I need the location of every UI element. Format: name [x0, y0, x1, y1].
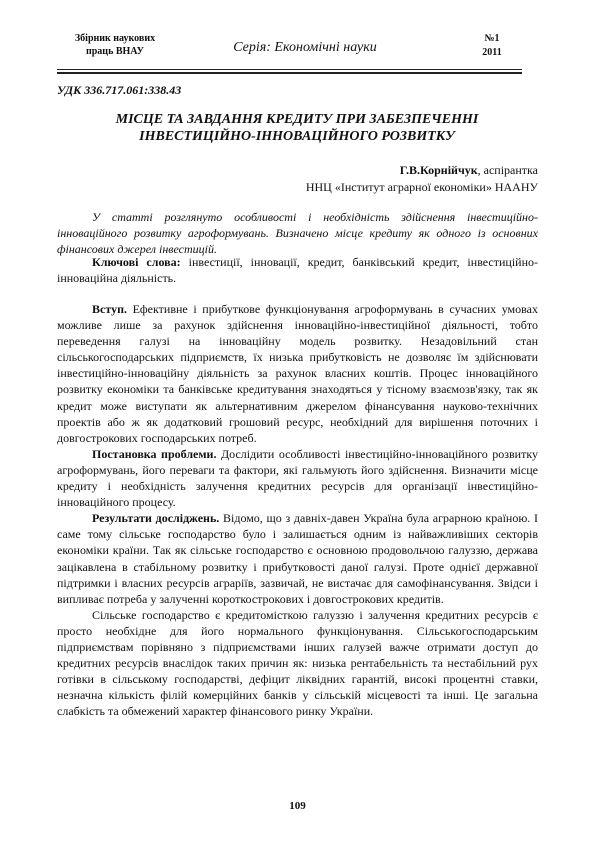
issue-year: 2011 — [482, 47, 502, 58]
keywords-text: інвестиції, інновації, кредит, банківський кредит, інвестиційно-інноваційна діяльність. — [57, 255, 538, 285]
issue-number: №1 — [484, 33, 500, 44]
author-name: Г.В.Корнійчук — [399, 163, 478, 177]
article-title: МІСЦЕ ТА ЗАВДАННЯ КРЕДИТУ ПРИ ЗАБЕЗПЕЧЕННІ ІНВЕСТИЦІЙНО-ІННОВАЦІЙНОГО РОЗВИТКУ — [115, 112, 479, 144]
abstract: У статті розглянуто особливості і необхідність здійснення інвестиційно-інноваційного розвитку агроформувань. Визначено місце кредиту як одного із основних фінансових джерел інвестицій. — [57, 210, 538, 256]
paragraph-text: Відомо, що з давніх-давен Україна була аграрною країною. І саме тому сільське господарство було і залишається одним із найважливіших секторів економіки країни. Так як сільське господарство є основною продовольчою галуззю, держава зацікавлена в стабільному розвитку і прибутковості даної галузі. Проте однієї державної підтримки і власних ресурсів аграріїв, зазвичай, не вистачає для самофінансування. Звідси і випливає потреба у залученні короткострокових і довгострокових кредитів. — [57, 511, 538, 606]
page-number: 109 — [289, 800, 306, 812]
udc-code: УДК 336.717.061:338.43 — [57, 83, 182, 97]
author-block — [306, 162, 538, 196]
keywords-label: Ключові слова: — [92, 255, 181, 269]
journal-name — [65, 32, 165, 58]
paragraph-lead: Вступ. — [92, 302, 127, 316]
author-line — [306, 162, 538, 179]
paragraph-results — [57, 510, 538, 607]
paragraph-text: Дослідити особливості інвестиційно-інноваційного розвитку агроформувань, його переваги та фактори, які гальмують його здійснення. Визначити місце кредиту і необхідність залучення кредитних ресурсів для організації інвестиційно-інноваційного процесу. — [57, 446, 538, 510]
header-rule-thin — [57, 69, 522, 70]
paragraph-text: Ефективне і прибуткове функціонування агроформувань в сучасних умовах можливе лише за рахунок здійснення інноваційно-інвестиційної діяльності, тобто переведення галузі на інноваційну модель розвитку. Незадовільний стан сільськогосподарських підприємств, їх низька прибутковість не дозволяє їм здійснювати інвестиційно-інноваційну діяльність за рахунок власних коштів. Процес інноваційного розвитку економіки та банківське кредитування знаходяться у тісному взаємозв'язку, так як кредит може виступати як альтернативним джерелом фінансування науково-технічних проектів або ж як додатковий грошовий ресурс, необхідний для вирішення поточних і довгострокових господарських потреб. — [57, 302, 538, 445]
paragraph-lead: Постановка проблеми. — [92, 446, 217, 461]
journal-issue — [462, 32, 522, 60]
header-rule-thick — [57, 72, 522, 74]
paragraph-text: Сільське господарство є кредитомісткою галуззю і залучення кредитних ресурсів є просто необхідне для його нормального функціонування. Сільськогосподарським підприємствам порівняно з підприємствами інших галузей важче отримати доступ до кредитних ресурсів внаслідок таких причин як: низька рентабельність та нестабільний рух готівки в сільському господарстві, дефіцит ліквідних гарантій, високі процентні ставки, незначна кількість філій комерційних банків у сільській місцевості та інші. Це загальна слабкість та обмежений характер фінансового ринку України. — [57, 607, 538, 719]
paragraph-intro — [57, 301, 538, 446]
journal-header — [57, 32, 522, 72]
author-role: , аспірантка — [477, 163, 538, 177]
journal-name-line1: Збірник наукових — [74, 33, 156, 44]
keywords — [57, 254, 538, 286]
journal-series: Серія: Економічні науки — [233, 40, 377, 55]
article-body — [57, 301, 538, 719]
paragraph-problem — [57, 446, 538, 510]
journal-name-line2: праць ВНАУ — [85, 46, 144, 57]
paragraph-credit — [57, 607, 538, 720]
author-affiliation: ННЦ «Інститут аграрної економіки» НААНУ — [305, 180, 538, 194]
paragraph-lead: Результати досліджень. — [92, 511, 220, 526]
